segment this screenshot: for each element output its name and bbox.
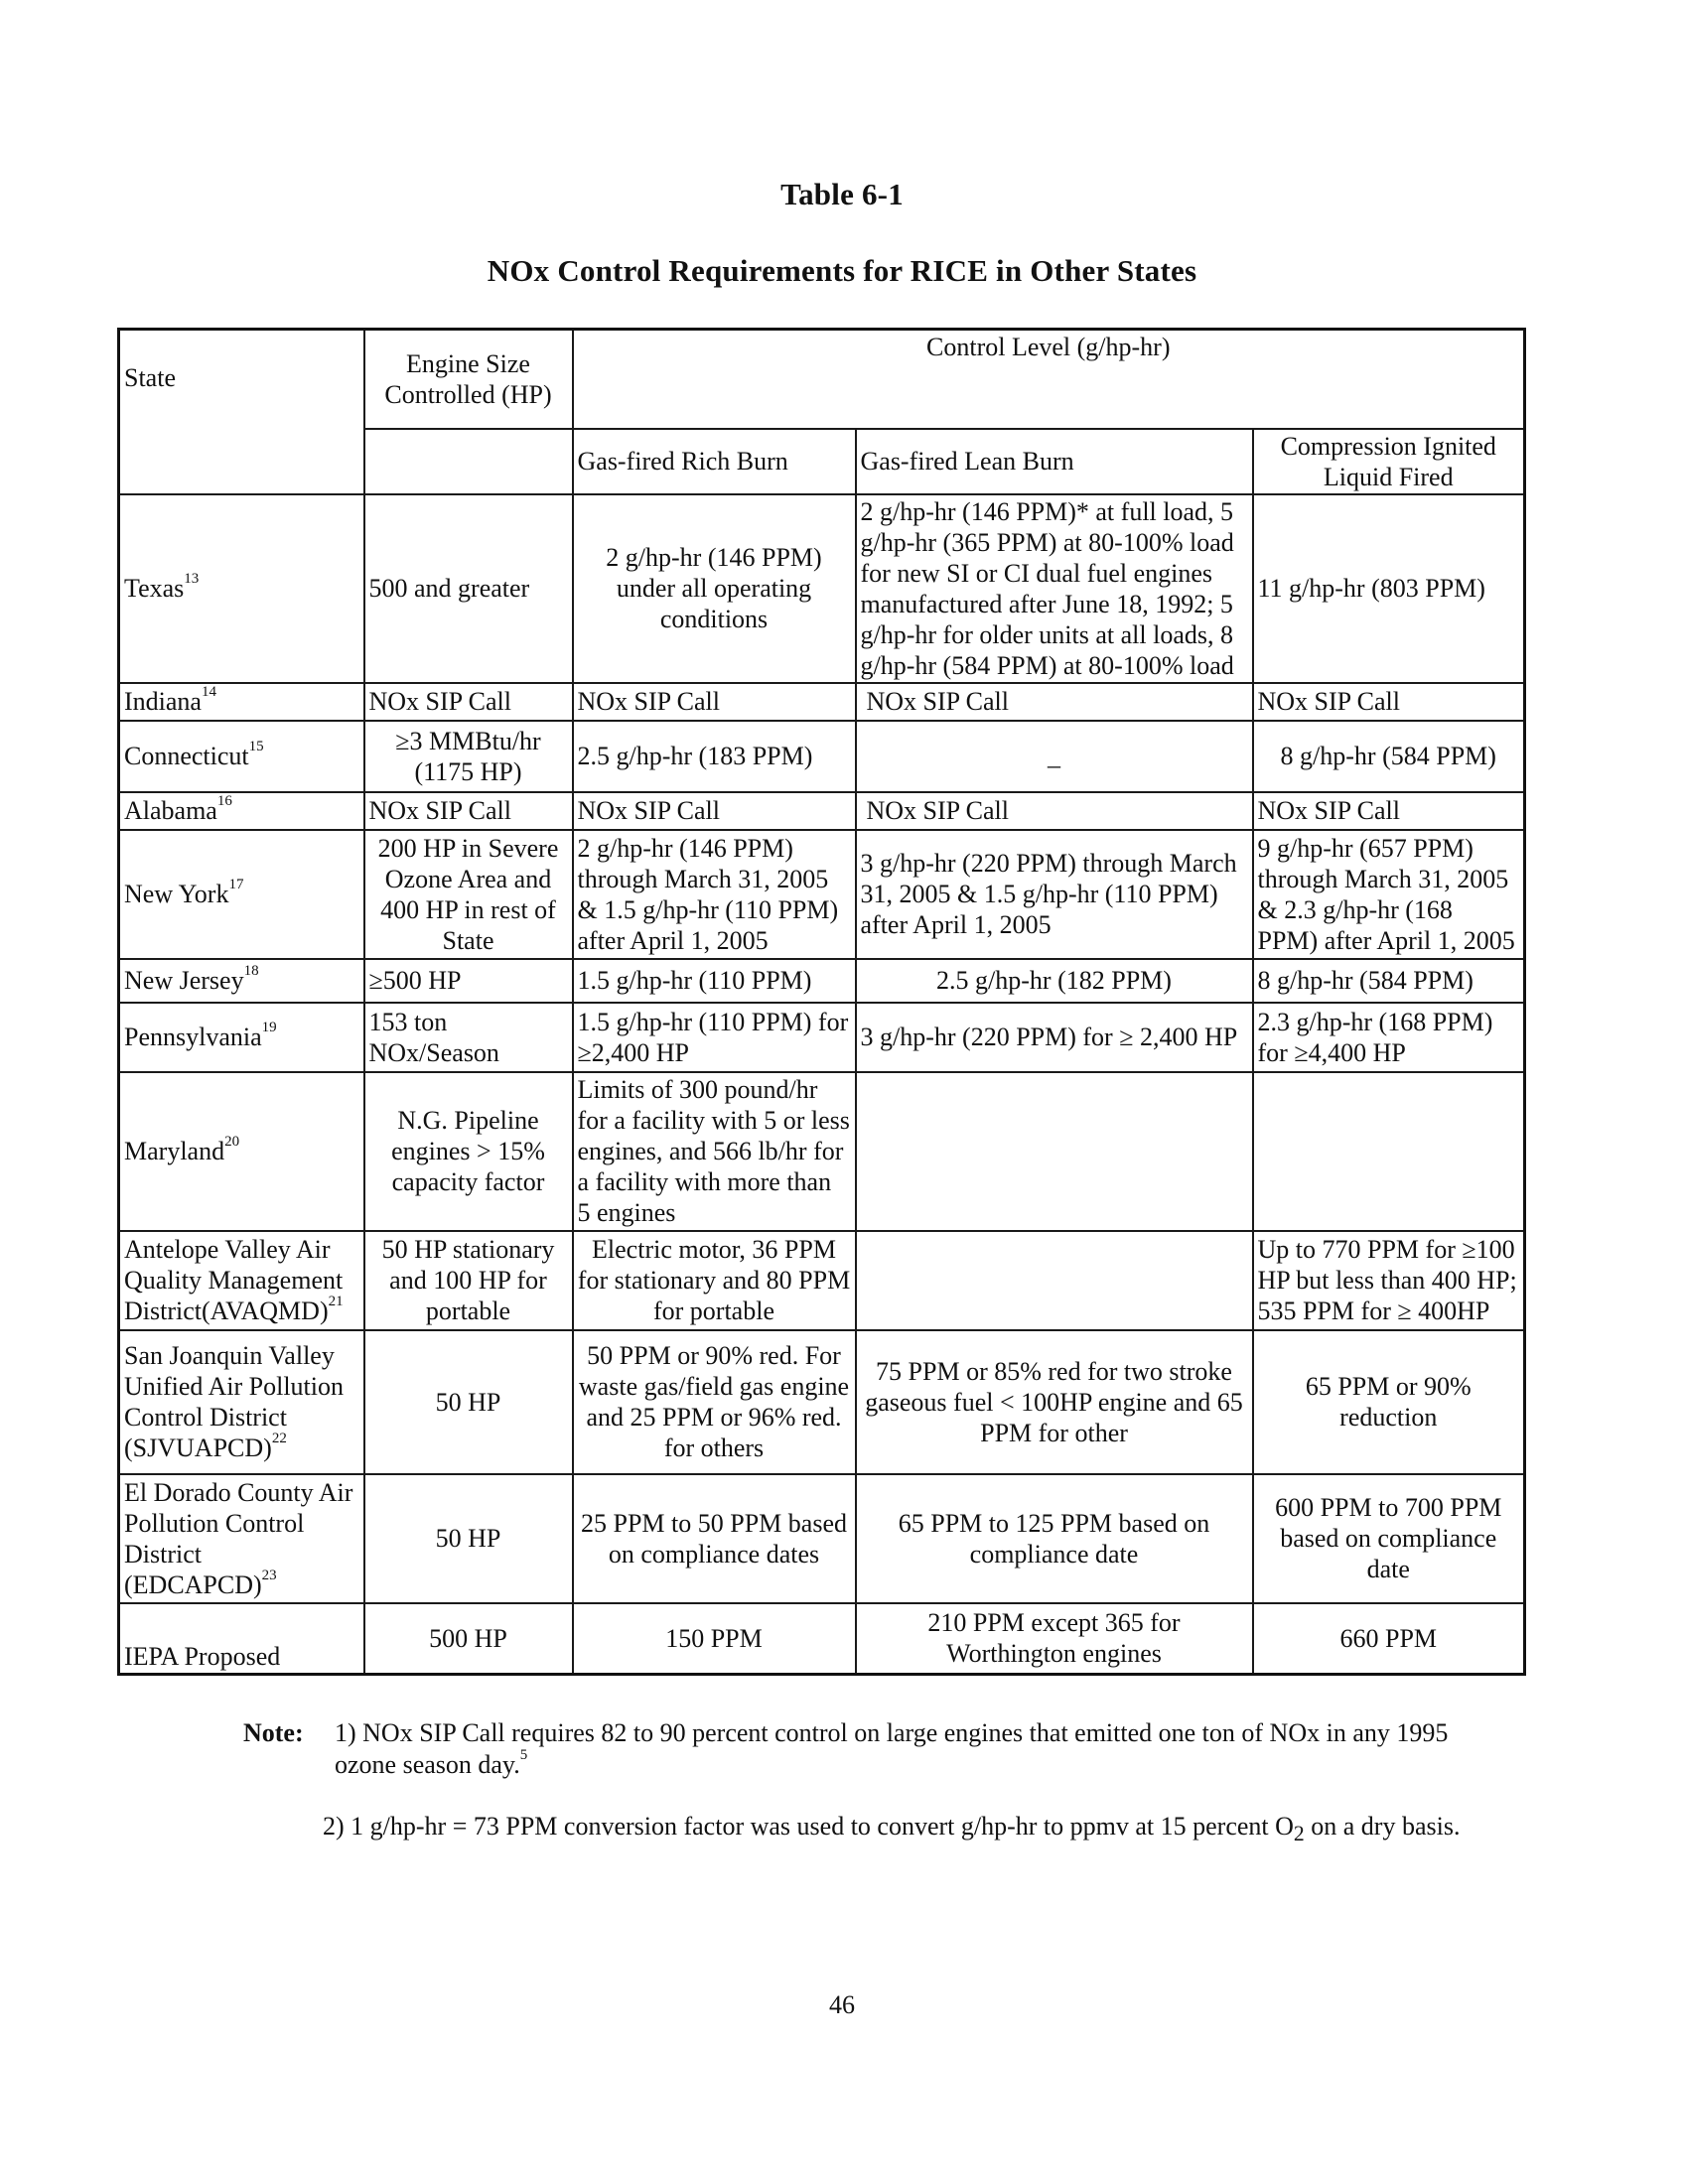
- rich-burn-cell: NOx SIP Call: [573, 683, 856, 721]
- ci-cell: 2.3 g/hp-hr (168 PPM) for ≥4,400 HP: [1253, 1003, 1525, 1072]
- state-name: IEPA Proposed: [124, 1642, 281, 1671]
- lean-burn-cell: 75 PPM or 85% red for two stroke gaseous fuel < 100HP engine and 65 PPM for other: [856, 1330, 1253, 1474]
- ci-cell: 8 g/hp-hr (584 PPM): [1253, 721, 1525, 792]
- lean-burn-cell: 2 g/hp-hr (146 PPM)* at full load, 5 g/hp-hr (365 PPM) at 80-100% load for new SI or CI dual fuel engines manufactured after June 18, 1992; 5 g/hp-hr for older units at all loads, 8 g/hp-hr (584 PPM) at 80-100% load: [856, 494, 1253, 683]
- table-row-indiana: [119, 683, 1525, 721]
- note-label: Note:: [243, 1718, 304, 1747]
- lean-burn-cell: NOx SIP Call: [856, 792, 1253, 830]
- table-row-new-jersey: [119, 959, 1525, 1003]
- rich-burn-cell: 1.5 g/hp-hr (110 PPM): [573, 959, 856, 1003]
- footnote-ref: 19: [261, 1020, 277, 1036]
- table-row-alabama: [119, 792, 1525, 830]
- header-lean-burn: Gas-fired Lean Burn: [856, 429, 1253, 494]
- ci-cell: NOx SIP Call: [1253, 792, 1525, 830]
- engine-size-cell: NOx SIP Call: [364, 683, 573, 721]
- table-title: NOx Control Requirements for RICE in Other States: [487, 253, 1197, 288]
- ci-cell: 660 PPM: [1253, 1603, 1525, 1675]
- engine-size-cell: 500 HP: [364, 1603, 573, 1675]
- ci-cell: 65 PPM or 90% reduction: [1253, 1330, 1525, 1474]
- lean-burn-cell: 2.5 g/hp-hr (182 PPM): [856, 959, 1253, 1003]
- footnote-ref: 23: [261, 1567, 277, 1583]
- rich-burn-cell: Electric motor, 36 PPM for stationary and 80 PPM for portable: [573, 1231, 856, 1330]
- ci-cell: Up to 770 PPM for ≥100 HP but less than 400 HP; 535 PPM for ≥ 400HP: [1253, 1231, 1525, 1330]
- rich-burn-cell: NOx SIP Call: [573, 792, 856, 830]
- lean-burn-cell: 3 g/hp-hr (220 PPM) for ≥ 2,400 HP: [856, 1003, 1253, 1072]
- state-name: Indiana: [124, 687, 202, 716]
- footnote-ref: 16: [216, 793, 232, 810]
- state-name: Alabama: [124, 796, 217, 825]
- footnote-ref: 15: [248, 739, 264, 755]
- rich-burn-cell: 2 g/hp-hr (146 PPM) through March 31, 2005 & 1.5 g/hp-hr (110 PPM) after April 1, 2005: [573, 830, 856, 959]
- table-notes: [243, 1717, 1494, 1849]
- note-1: 1) NOx SIP Call requires 82 to 90 percent control on large engines that emitted one ton of NOx in any 1995 ozone season day.: [335, 1718, 1449, 1779]
- header-row: [119, 330, 1525, 429]
- state-name: New York: [124, 880, 229, 908]
- table-row-edcapcd: [119, 1474, 1525, 1603]
- note-2-end: on a dry basis.: [1304, 1812, 1461, 1841]
- page-number: 46: [829, 1990, 855, 2019]
- rich-burn-cell: 25 PPM to 50 PPM based on compliance dates: [573, 1474, 856, 1603]
- footnote-ref: 17: [228, 877, 244, 893]
- rich-burn-cell: 150 PPM: [573, 1603, 856, 1675]
- engine-size-cell: 500 and greater: [364, 494, 573, 683]
- header-engine-size: Engine Size Controlled (HP): [364, 330, 573, 429]
- state-name: Maryland: [124, 1137, 225, 1165]
- engine-size-cell: N.G. Pipeline engines > 15% capacity factor: [364, 1072, 573, 1231]
- table-row-sjvuapcd: [119, 1330, 1525, 1474]
- lean-burn-cell: NOx SIP Call: [856, 683, 1253, 721]
- table-row-pennsylvania: [119, 1003, 1525, 1072]
- ci-cell: 11 g/hp-hr (803 PPM): [1253, 494, 1525, 683]
- table-number: Table 6-1: [780, 177, 904, 211]
- lean-burn-cell: [856, 1072, 1253, 1231]
- state-name: El Dorado County Air Pollution Control District (EDCAPCD): [124, 1477, 353, 1599]
- ci-cell: 8 g/hp-hr (584 PPM): [1253, 959, 1525, 1003]
- lean-burn-cell: 3 g/hp-hr (220 PPM) through March 31, 2005 & 1.5 g/hp-hr (110 PPM) after April 1, 2005: [856, 830, 1253, 959]
- table-row-new-york: [119, 830, 1525, 959]
- engine-size-cell: ≥500 HP: [364, 959, 573, 1003]
- table-row-avaqmd: [119, 1231, 1525, 1330]
- state-name: Texas: [124, 574, 185, 603]
- engine-size-cell: 153 ton NOx/Season: [364, 1003, 573, 1072]
- lean-burn-cell: 65 PPM to 125 PPM based on compliance date: [856, 1474, 1253, 1603]
- table-row-iepa: [119, 1603, 1525, 1675]
- nox-requirements-table: [117, 328, 1526, 1676]
- rich-burn-cell: 2 g/hp-hr (146 PPM) under all operating conditions: [573, 494, 856, 683]
- ci-cell: 600 PPM to 700 PPM based on compliance date: [1253, 1474, 1525, 1603]
- footnote-ref: 13: [184, 571, 200, 588]
- header-rich-burn: Gas-fired Rich Burn: [573, 429, 856, 494]
- engine-size-cell: NOx SIP Call: [364, 792, 573, 830]
- header-control-level: Control Level (g/hp-hr): [573, 330, 1525, 429]
- header-state: State: [119, 330, 364, 494]
- engine-size-cell: 50 HP: [364, 1474, 573, 1603]
- engine-size-cell: ≥3 MMBtu/hr (1175 HP): [364, 721, 573, 792]
- table-row-maryland: [119, 1072, 1525, 1231]
- engine-size-cell: 200 HP in Severe Ozone Area and 400 HP in rest of State: [364, 830, 573, 959]
- lean-burn-cell: _: [856, 721, 1253, 792]
- lean-burn-cell: [856, 1231, 1253, 1330]
- header-compression-ignited: Compression Ignited Liquid Fired: [1253, 429, 1525, 494]
- footnote-ref: 14: [201, 684, 216, 701]
- footnote-ref: 21: [328, 1294, 344, 1310]
- state-name: San Joanquin Valley Unified Air Pollution Control District (SJVUAPCD): [124, 1341, 344, 1462]
- lean-burn-cell: 210 PPM except 365 for Worthington engines: [856, 1603, 1253, 1675]
- table-row-texas: [119, 494, 1525, 683]
- table-row-connecticut: [119, 721, 1525, 792]
- note-1-footnote-ref: 5: [519, 1747, 528, 1764]
- header-engine-size-blank: [364, 429, 573, 494]
- ci-cell: NOx SIP Call: [1253, 683, 1525, 721]
- rich-burn-cell: 50 PPM or 90% red. For waste gas/field gas engine and 25 PPM or 96% red. for others: [573, 1330, 856, 1474]
- footnote-ref: 20: [224, 1134, 240, 1151]
- rich-burn-cell: 2.5 g/hp-hr (183 PPM): [573, 721, 856, 792]
- ci-cell: 9 g/hp-hr (657 PPM) through March 31, 2005 & 2.3 g/hp-hr (168 PPM) after April 1, 2005: [1253, 830, 1525, 959]
- ci-cell: [1253, 1072, 1525, 1231]
- engine-size-cell: 50 HP: [364, 1330, 573, 1474]
- state-name: New Jersey: [124, 966, 244, 995]
- state-name: Connecticut: [124, 742, 249, 770]
- engine-size-cell: 50 HP stationary and 100 HP for portable: [364, 1231, 573, 1330]
- note-2: 2) 1 g/hp-hr = 73 PPM conversion factor was used to convert g/hp-hr to ppmv at 15 percent O: [323, 1812, 1294, 1841]
- state-name: Pennsylvania: [124, 1023, 262, 1051]
- state-name: Antelope Valley Air Quality Management District(AVAQMD): [124, 1235, 344, 1325]
- rich-burn-cell: Limits of 300 pound/hr for a facility with 5 or less engines, and 566 lb/hr for a facility with more than 5 engines: [573, 1072, 856, 1231]
- footnote-ref: 18: [243, 963, 259, 980]
- footnote-ref: 22: [271, 1431, 287, 1447]
- note-2-subscript: 2: [1293, 1822, 1305, 1846]
- rich-burn-cell: 1.5 g/hp-hr (110 PPM) for ≥2,400 HP: [573, 1003, 856, 1072]
